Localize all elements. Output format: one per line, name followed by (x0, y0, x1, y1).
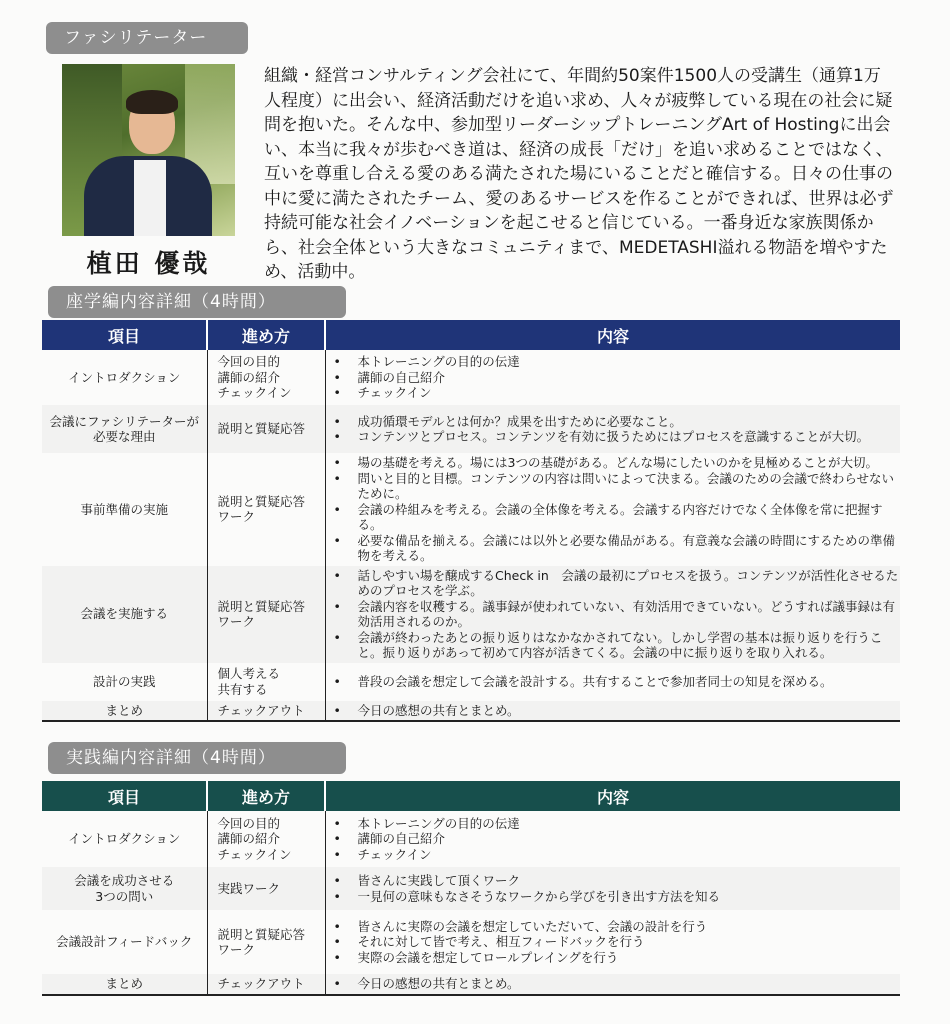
header-method: 進め方 (207, 781, 325, 811)
row-method (207, 453, 325, 566)
row-content (325, 910, 900, 974)
content-bullet: • コンテンツとプロセス。コンテンツを有効に扱うためにはプロセスを意識することが大切。 (358, 429, 901, 445)
content-bullet: • 会議内容を収穫する。議事録が使われていない、有効活用できていない。どうすれば議事録は有効活用されるのか。 (358, 599, 901, 630)
row-method (207, 974, 325, 995)
method-line: 講師の紹介 (217, 831, 281, 847)
method-line: チェックイン (217, 385, 292, 401)
table-row (42, 811, 900, 867)
content-bullet: • 講師の自己紹介 (358, 831, 901, 847)
content-bullet: • 皆さんに実践して頂くワーク (358, 873, 901, 889)
row-item: 会議を成功させる 3つの問い (42, 867, 207, 910)
facilitator-name: 植田 優哉 (86, 249, 211, 278)
content-bullet: • 講師の自己紹介 (358, 370, 901, 386)
method-line: 共有する (217, 681, 268, 697)
content-bullet: • チェックイン (358, 385, 901, 401)
row-method (207, 566, 325, 663)
row-content (325, 453, 900, 566)
row-method (207, 811, 325, 867)
row-item: 会議設計フィードバック (56, 934, 193, 950)
header-item: 項目 (42, 320, 207, 350)
content-bullet: • チェックイン (358, 847, 901, 863)
row-item: まとめ (42, 974, 207, 995)
row-content (325, 701, 900, 722)
header-content: 内容 (325, 320, 900, 350)
row-item: 設計の実践 (92, 673, 156, 689)
method-line: 講師の紹介 (217, 369, 281, 385)
content-bullet: • 場の基礎を考える。場には3つの基礎がある。どんな場にしたいのかを見極めることが大切。 (358, 455, 901, 471)
row-method (207, 910, 325, 974)
header-method: 進め方 (207, 320, 325, 350)
row-content (325, 405, 900, 453)
table-row (42, 663, 900, 701)
row-item: イントロダクション (68, 831, 181, 847)
section-title-lecture: 座学編内容詳細（4時間） (48, 286, 346, 318)
method-line: 今回の目的 (217, 354, 281, 370)
table-row (42, 566, 900, 663)
method-line: 今回の目的 (217, 815, 281, 831)
row-method (207, 663, 325, 701)
row-method (207, 701, 325, 722)
method-line: チェックイン (217, 846, 292, 862)
lecture-table (42, 320, 900, 722)
table-row (42, 701, 900, 722)
header-item: 項目 (42, 781, 207, 811)
row-item: 事前準備の実施 (80, 501, 168, 517)
row-method (207, 350, 325, 405)
content-bullet: • 今日の感想の共有とまとめ。 (358, 976, 901, 992)
section-title-practice: 実践編内容詳細（4時間） (48, 742, 346, 774)
content-bullet: • 問いと目的と目標。コンテンツの内容は問いによって決まる。会議のための会議で終わらせないために。 (358, 471, 901, 502)
method-line: 説明と質疑応答 (217, 493, 306, 509)
row-item: 会議を実施する (42, 566, 207, 663)
table-row (42, 453, 900, 566)
content-bullet: • 会議が終わったあとの振り返りはなかなかされてない。しかし学習の基本は振り返りを行うこと。振り返りがあって初めて内容が活きてくる。会議の中に振り返りを取り入れる。 (358, 630, 901, 661)
content-bullet: • 成功循環モデルとは何か？成果を出すために必要なこと。 (358, 414, 901, 430)
content-bullet: • 必要な備品を揃える。会議には以外と必要な備品がある。有意義な会議の時間にするための準備物を考える。 (358, 533, 901, 564)
row-content (325, 663, 900, 701)
method-line: 説明と質疑応答 (217, 926, 306, 942)
content-bullet: • 普段の会議を想定して会議を設計する。共有することで参加者同士の知見を深める。 (358, 674, 901, 690)
table-row (42, 974, 900, 995)
facilitator-photo (62, 64, 235, 236)
content-bullet: • それに対して皆で考え、相互フィードバックを行う (358, 934, 901, 950)
table-row (42, 867, 900, 910)
row-content (325, 974, 900, 995)
header-content: 内容 (325, 781, 900, 811)
facilitator-bio: 組織・経営コンサルティング会社にて、年間約50案件1500人の受講生（通算1万人程度）に出会い、経済活動だけを追い求め、人々が疲弊している現在の社会に疑問を抱いた。そんな中、参加型リーダーシップトレーニングArt of Hostingに出会い、本当に我々が歩むべき道は、経済の成長「だけ」を追い求めることではなく、互いを尊重し合える愛のある満たされた場にいることだと確信する。日々の仕事の中に愛に満たされたチーム、愛のあるサービスを作ることができれば、世界は必ず持続可能な社会イノベーションを起こせると信じている。一番身近な家族関係から、社会全体という大きなコミュニティまで、MEDETASHI溢れる物語を増やすため、活動中。 (264, 66, 894, 282)
row-method (207, 867, 325, 910)
method-line: ワーク (217, 614, 256, 629)
content-bullet: • 一見何の意味もなさそうなワークから学びを引き出す方法を知る (358, 889, 901, 905)
row-item: イントロダクション (68, 369, 181, 385)
content-bullet: • 皆さんに実際の会議を想定していただいて、会議の設計を行う (358, 919, 901, 935)
row-content (325, 350, 900, 405)
method-line: チェックアウト (217, 976, 305, 991)
content-bullet: • 実際の会議を想定してロールプレイングを行う (358, 950, 901, 966)
content-bullet: • 本トレーニングの目的の伝達 (358, 354, 901, 370)
method-line: ワーク (217, 509, 256, 525)
table-row (42, 405, 900, 453)
row-content (325, 867, 900, 910)
practice-table (42, 781, 900, 996)
row-content (325, 811, 900, 867)
method-line: 実践ワーク (217, 880, 281, 896)
method-line: 説明と質疑応答 (217, 421, 306, 437)
row-content (325, 566, 900, 663)
row-item: まとめ (42, 701, 207, 722)
method-line: ワーク (217, 942, 256, 957)
method-line: 個人考える (217, 666, 281, 681)
table-row (42, 910, 900, 974)
row-item: 会議にファシリテーターが 必要な理由 (42, 405, 207, 453)
content-bullet: • 話しやすい場を醸成するCheck in 会議の最初にプロセスを扱う。コンテンツが活性化させるためのプロセスを学ぶ。 (358, 568, 901, 599)
content-bullet: • 今日の感想の共有とまとめ。 (358, 703, 901, 719)
method-line: チェックアウト (217, 702, 305, 718)
table-row (42, 350, 900, 405)
facilitator-label: ファシリテーター (46, 22, 248, 54)
content-bullet: • 会議の枠組みを考える。会議の全体像を考える。会議する内容だけでなく全体像を常に把握する。 (358, 502, 901, 533)
content-bullet: • 本トレーニングの目的の伝達 (358, 816, 901, 832)
row-method (207, 405, 325, 453)
method-line: 説明と質疑応答 (217, 598, 306, 614)
